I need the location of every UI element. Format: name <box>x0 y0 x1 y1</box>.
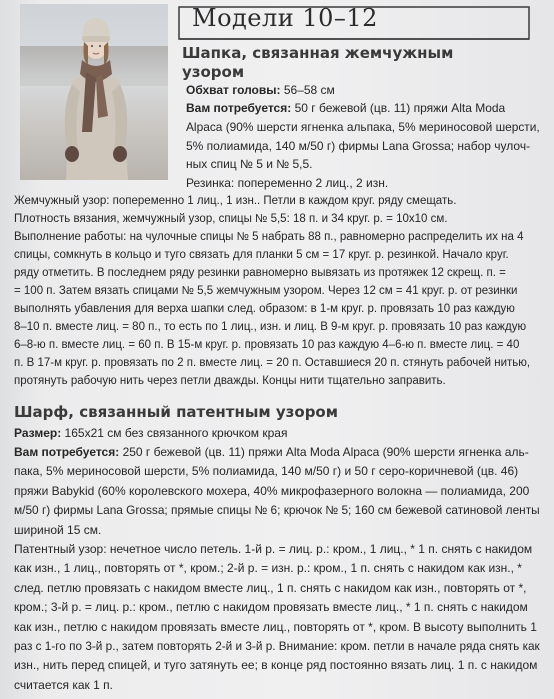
head-size <box>186 83 335 97</box>
hat-materials-line <box>186 101 505 115</box>
hat-text-line: Выполнение работы: на чулочные спицы № 5 набрать 88 п., равномерно распределить их на 4 <box>14 231 524 243</box>
scarf-text-line <box>14 581 526 595</box>
hat-materials-text: 50 г бежевой (цв. 11) пряжи Alta Moda <box>291 101 506 115</box>
scarf-line-text: как изн., петлю с накидом провязать вместе лиц., повторять от *, кром. В высоту выполнить 1 <box>14 619 537 634</box>
scarf-size-value: 165х21 см без связанного крючком края <box>61 426 288 440</box>
scarf-text-line <box>14 464 518 478</box>
hat-text-line: спицы, сомкнуть в кольцо и туго связать для планки 5 см = 17 круг. р. резинкой. Начало круг. <box>14 249 509 261</box>
hat-text-line: Резинка: попеременно 2 лиц., 2 изн. <box>186 176 389 190</box>
hat-text-line: Жемчужный узор: попеременно 1 лиц., 1 изн.. Петли в каждом круг. ряду смещать. <box>14 195 457 207</box>
hat-text-line: ряду отметить. В последнем ряду резинки равномерно вывязать из протяжек 12 скрещ. п. = <box>14 267 506 279</box>
hat-materials-label: Вам потребуется: <box>186 101 292 115</box>
scarf-line-text: пака, 5% мериносовой шерсти, 5% полиамида, 140 м/50 г) и 50 г серо-коричневой (цв. 46) <box>14 464 519 479</box>
head-size-label: Обхват головы: <box>186 83 281 97</box>
page-title: Модели 10–12 <box>192 4 378 32</box>
hat-materials-line: ных спиц № 5 и № 5,5. <box>186 157 313 171</box>
scarf-text-line <box>14 484 529 498</box>
scarf-line-text: след. петлю провязать с накидом вместе лиц., 1 п. снять с накидом как изн., повторять от *, <box>14 580 527 595</box>
hat-text-line: протянуть рабочую нить через петли дважды. Концы нити тщательно заправить. <box>14 375 446 387</box>
hat-materials-line: 5% полиамида, 140 м/50 г) фирмы Lana Grossa; набор чулоч- <box>186 139 531 153</box>
model-illustration <box>58 12 134 180</box>
scarf-line-text: м/50 г) фирмы Lana Grossa; прямые спицы № 6; крючок № 5; 160 см бежевой сатиновой ленты <box>14 503 540 518</box>
model-photo <box>20 4 168 180</box>
hat-text-line: 6–8-ю п. вместе лиц. = 60 п. В 15-м круг. р. провязать 10 раз каждую 4–6-ю п. вместе лиц. = 40 <box>14 339 520 351</box>
scarf-line-text: 250 г бежевой (цв. 11) пряжи Alta Moda Alpaca (90% шерсти ягненка аль- <box>119 445 529 459</box>
scarf-materials-label: Вам потребуется: <box>14 445 120 459</box>
hat-text-line: выполнять убавления для верха шапки след. образом: в 1-м круг. р. провязать 10 раз каждую <box>14 303 515 315</box>
scarf-text-line <box>14 639 540 653</box>
scarf-line-text: как изн., 1 лиц., повторять от *, кром.; 2-й р. = изн. р.: кром., 1 п. снять с накидом как изн., * <box>14 561 522 576</box>
scarf-line-text: считается как 1 п. <box>14 677 113 692</box>
hat-text-line: п. В 17-м круг. р. провязать по 2 п. вместе лиц. = 20 п. Оставшиеся 20 п. стянуть рабочей нитью, <box>14 357 531 369</box>
scarf-line-text: раз с 1-го по 3-й р., затем повторять 2-й и 3-й р. Внимание: кром. петли в начале ряда снять как <box>14 639 540 653</box>
hat-title-line1: Шапка, связанная жемчужным <box>182 44 454 62</box>
hat-materials-line: Alpaca (90% шерсти ягненка альпака, 5% мериносовой шерсти, <box>186 120 540 134</box>
scarf-text-line <box>14 542 532 556</box>
scarf-text-line <box>14 561 522 575</box>
hat-title-line2: узором <box>182 63 245 81</box>
hat-text-line: = 100 п. Затем вязать спицами № 5,5 жемчужным узором. Через 12 см = 41 круг. р. от резинки <box>14 285 518 297</box>
scarf-line-text: Патентный узор: нечетное число петель. 1-й р. = лиц. р.: кром., 1 лиц., * 1 п. снять с накидом <box>14 542 533 556</box>
scarf-line-text: пряжи Babykid (60% королевского мохера, 40% микрофазерного волокна — полиамида, 200 <box>14 483 530 498</box>
scarf-text-line <box>14 445 529 459</box>
scarf-size-label: Размер: <box>14 426 62 440</box>
head-size-value: 56–58 см <box>280 83 335 97</box>
scarf-line-text: изн., нить перед спицей, и туго затянуть ее; в конце ряд постоянно вязать лиц. 1 п. с накидом <box>14 658 538 673</box>
scarf-text-line <box>14 503 540 517</box>
scarf-text-line <box>14 658 537 672</box>
scarf-text-line <box>14 600 528 614</box>
scarf-text-line <box>14 620 537 634</box>
scarf-line-text: кром.; 3-й р. = лиц. р.: кром., петлю с накидом провязать вместе лиц., * 1 п. снять с накидом <box>14 600 528 615</box>
hat-text-line: Плотность вязания, жемчужный узор, спицы № 5,5: 18 п. и 34 круг. р. = 10х10 см. <box>14 213 448 225</box>
scarf-size <box>14 426 287 440</box>
hat-text-line: 8–10 п. вместе лиц. = 80 п., то есть по 1 лиц., изн. и лиц. В 9-м круг. р. провязать 10 раз каждую <box>14 321 527 333</box>
scarf-line-text: шириной 15 см. <box>14 522 102 537</box>
scarf-text-line <box>14 523 101 537</box>
scarf-text-line <box>14 678 113 692</box>
scarf-title: Шарф, связанный патентным узором <box>14 403 338 421</box>
